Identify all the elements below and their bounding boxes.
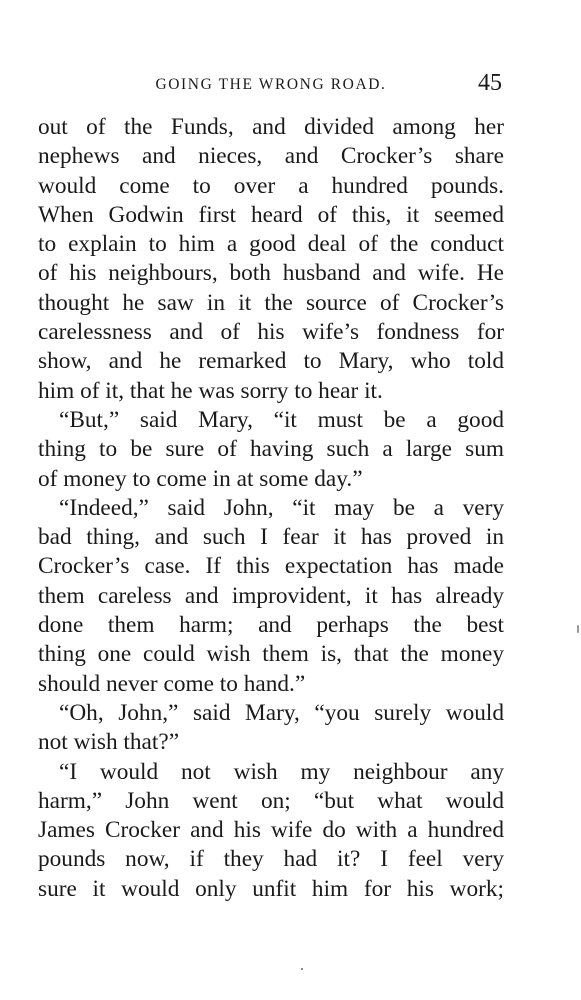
text-line: would come to over a hundred pounds. [38,172,504,199]
text-line: to explain to him a good deal of the conduct [38,231,504,258]
text-line: “But,” said Mary, “it must be a good [59,406,504,433]
text-line: thing to be sure of having such a large sum [38,436,504,463]
text-line: thought he saw in it the source of Crocker’s [38,289,504,316]
text-line: “I would not wish my neighbour any [59,758,504,785]
text-line: James Crocker and his wife do with a hundred [38,817,504,844]
text-line: sure it would only unfit him for his work; [38,875,504,902]
text-line: of his neighbours, both husband and wife. He [38,260,504,287]
text-line: “Indeed,” said John, “it may be a very [59,494,504,521]
text-line: show, and he remarked to Mary, who told [38,348,504,375]
running-head [38,70,504,104]
text-line: should never come to hand.” [38,670,306,697]
text-line: thing one could wish them is, that the money [38,641,504,668]
text-line: carelessness and of his wife’s fondness for [38,319,504,346]
text-line: harm,” John went on; “but what would [38,787,504,814]
text-line: out of the Funds, and divided among her [38,114,504,140]
running-title: GOING THE WRONG ROAD. [155,76,387,93]
body-text [38,113,504,904]
text-line: nephews and nieces, and Crocker’s share [38,143,504,170]
text-line: bad thing, and such I fear it has proved in [38,524,504,551]
text-line: him of it, that he was sorry to hear it. [38,377,383,404]
text-line: them careless and improvident, it has already [38,582,504,609]
text-line: not wish that?” [38,729,180,756]
text-line: of money to come in at some day.” [38,465,363,492]
text-line: done them harm; and perhaps the best [38,612,504,639]
text-line: pounds now, if they had it? I feel very [38,846,504,873]
text-line: When Godwin first heard of this, it seemed [38,201,504,228]
paper-speck [577,625,579,633]
paper-speck [301,968,303,970]
text-line: “Oh, John,” said Mary, “you surely would [59,699,504,726]
page-number: 45 [478,70,502,96]
text-line: Crocker’s case. If this expectation has made [38,553,504,580]
